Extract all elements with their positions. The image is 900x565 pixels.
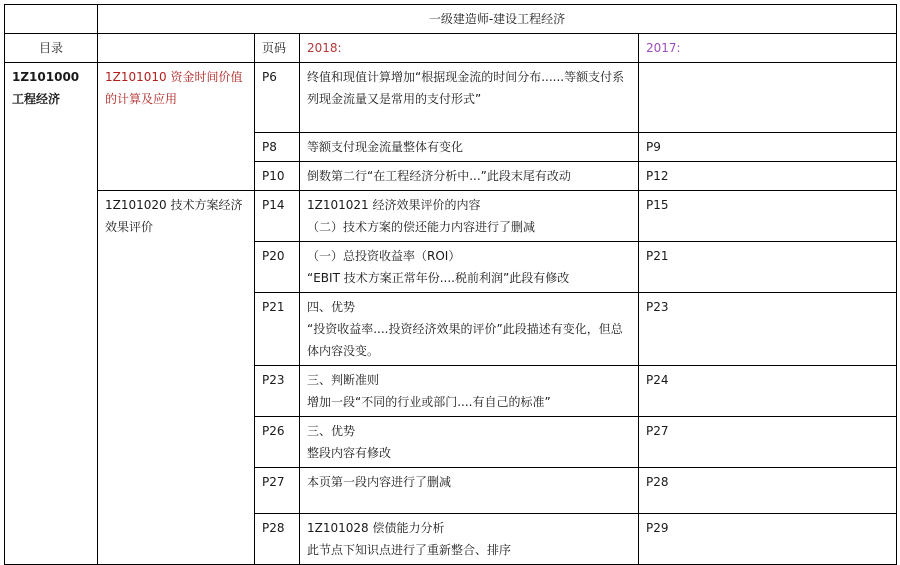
- change-line: 此节点下知识点进行了重新整合、排序: [307, 543, 512, 557]
- change-cell: [300, 293, 639, 366]
- change-line: 整段内容有修改: [307, 446, 392, 460]
- page-2018-cell: P28: [255, 514, 300, 565]
- table-row: [5, 191, 897, 242]
- section-cell: 1Z101010 资金时间价值的计算及应用: [98, 63, 255, 191]
- page-2017-cell: P28: [639, 468, 897, 514]
- page-2018-cell: P21: [255, 293, 300, 366]
- change-cell: [300, 514, 639, 565]
- page-2017-cell: P15: [639, 191, 897, 242]
- change-line: 等额支付现金流量整体有变化: [307, 140, 464, 154]
- page-2017-cell: P23: [639, 293, 897, 366]
- table-row: [5, 63, 897, 133]
- change-cell: [300, 162, 639, 191]
- page-2017-cell: P21: [639, 242, 897, 293]
- change-line: 四、优势: [307, 300, 356, 314]
- change-cell: [300, 366, 639, 417]
- title-row: [5, 5, 897, 34]
- section-cell: 1Z101020 技术方案经济效果评价: [98, 191, 255, 565]
- change-line: 三、优势: [307, 424, 356, 438]
- page-2018-cell: P6: [255, 63, 300, 133]
- year-2017-header: 2017:: [639, 34, 897, 63]
- change-cell: [300, 133, 639, 162]
- page-title: 一级建造师-建设工程经济: [98, 5, 897, 34]
- page-2017-cell: P12: [639, 162, 897, 191]
- page-header: 页码: [255, 34, 300, 63]
- change-line: （二）技术方案的偿还能力内容进行了删减: [307, 220, 536, 234]
- change-cell: [300, 242, 639, 293]
- change-cell: [300, 191, 639, 242]
- header-row: [5, 34, 897, 63]
- change-cell: [300, 417, 639, 468]
- section-header-blank: [98, 34, 255, 63]
- change-line: 增加一段“不同的行业或部门....有自己的标准”: [307, 395, 551, 409]
- page-2017-cell: P29: [639, 514, 897, 565]
- page-2018-cell: P26: [255, 417, 300, 468]
- comparison-table: [4, 4, 897, 565]
- change-line: 本页第一段内容进行了删减: [307, 475, 452, 489]
- change-line: （一）总投资收益率（ROI）: [307, 249, 461, 263]
- page-2017-cell: P27: [639, 417, 897, 468]
- change-line: 三、判断准则: [307, 373, 380, 387]
- change-cell: [300, 468, 639, 514]
- change-line: 1Z101021 经济效果评价的内容: [307, 198, 481, 212]
- change-line: 1Z101028 偿债能力分析: [307, 521, 445, 535]
- page-2018-cell: P10: [255, 162, 300, 191]
- page-2018-cell: P27: [255, 468, 300, 514]
- page-2018-cell: P23: [255, 366, 300, 417]
- page-2017-cell: P24: [639, 366, 897, 417]
- change-cell: [300, 63, 639, 133]
- catalog-header: 目录: [5, 34, 98, 63]
- change-line: “EBIT 技术方案正常年份....税前利润”此段有修改: [307, 271, 570, 285]
- page-2017-cell: P9: [639, 133, 897, 162]
- title-corner-cell: [5, 5, 98, 34]
- page-2018-cell: P14: [255, 191, 300, 242]
- change-line: “投资收益率....投资经济效果的评价”此段描述有变化，但总体内容没变。: [307, 322, 623, 358]
- change-line: 终值和现值计算增加“根据现金流的时间分布......等额支付系列现金流量又是常用的支付形式”: [307, 70, 625, 106]
- chapter-cell: 1Z101000 工程经济: [5, 63, 98, 565]
- page-2017-cell: [639, 63, 897, 133]
- year-2018-header: 2018:: [300, 34, 639, 63]
- page-2018-cell: P8: [255, 133, 300, 162]
- change-line: 倒数第二行“在工程经济分析中...”此段末尾有改动: [307, 169, 571, 183]
- page-2018-cell: P20: [255, 242, 300, 293]
